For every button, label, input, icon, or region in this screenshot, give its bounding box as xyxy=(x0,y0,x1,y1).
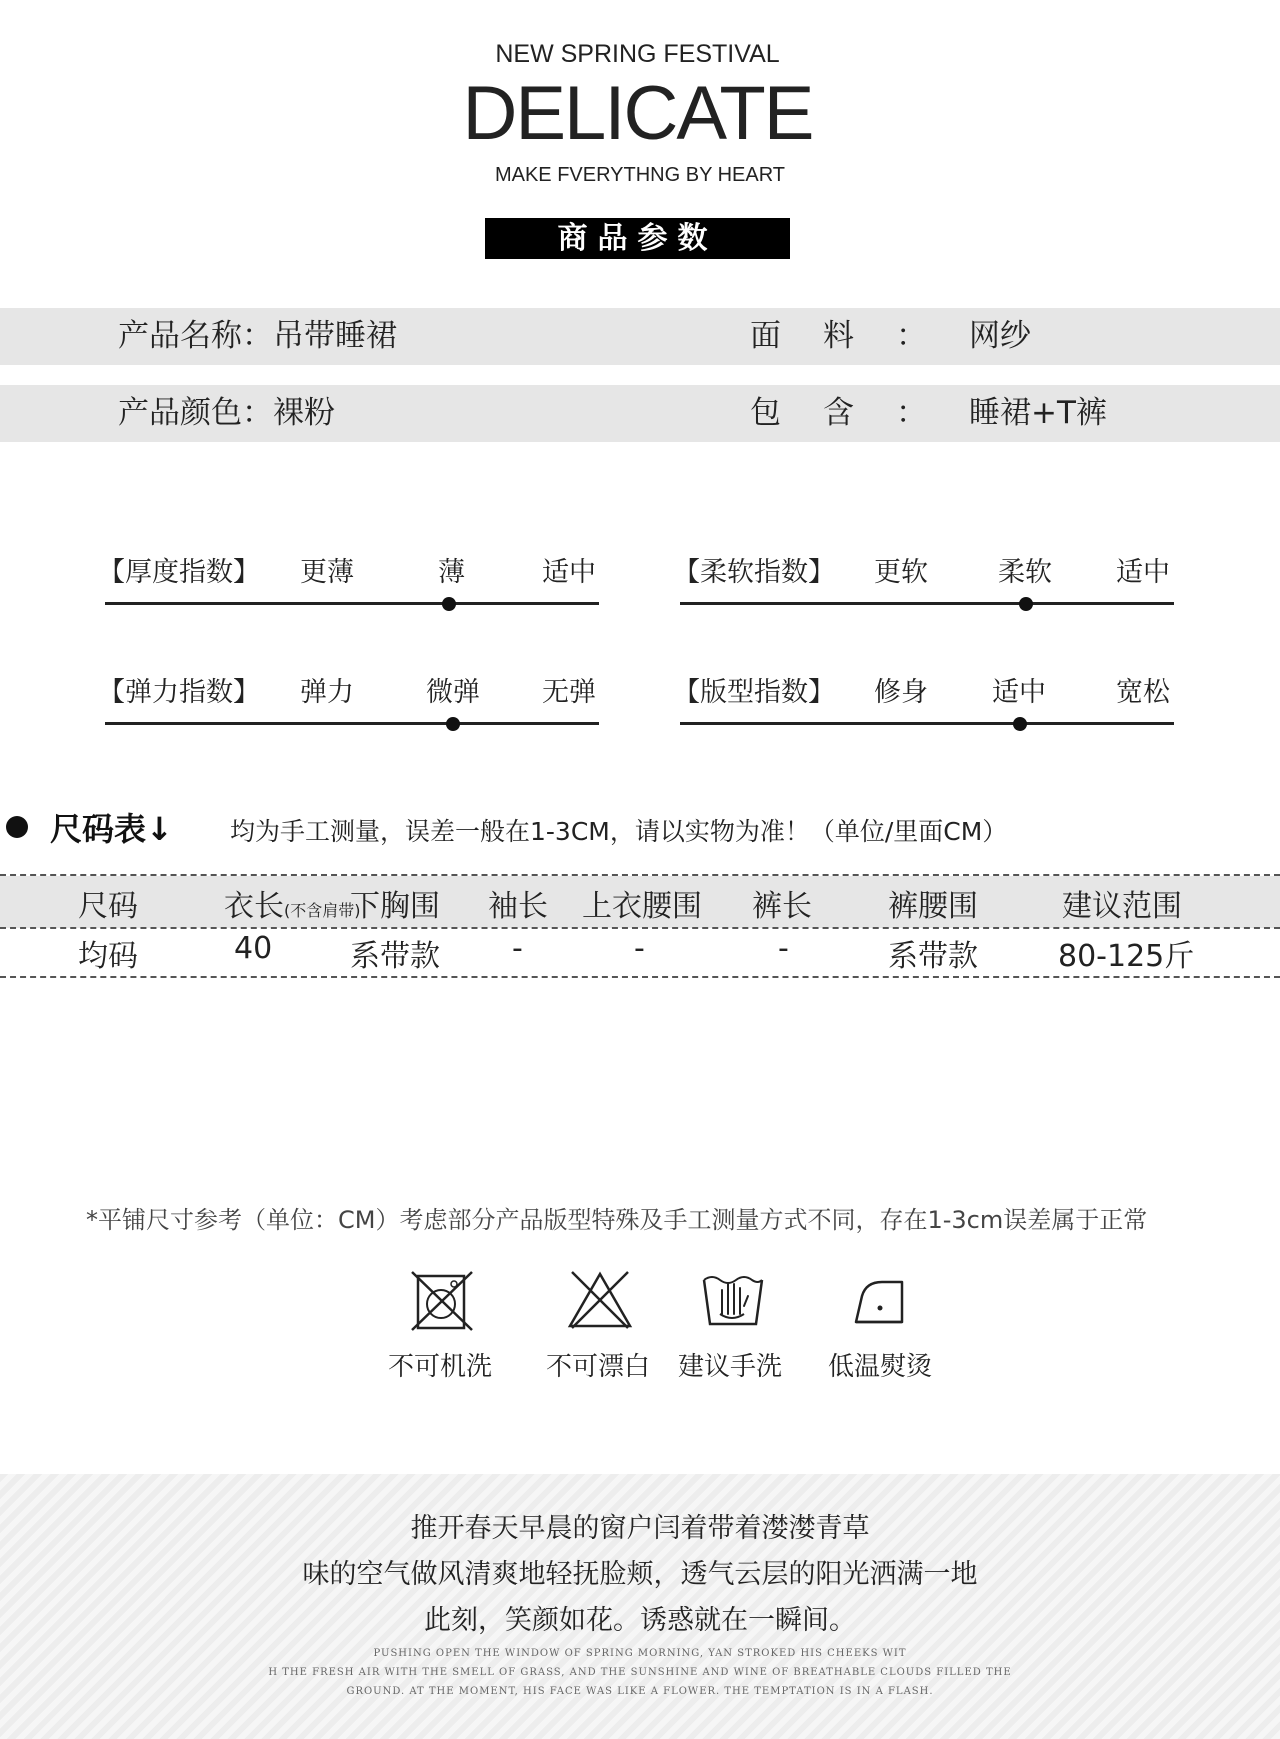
english-line-3: GROUND. AT THE MOMENT, HIS FACE WAS LIKE A FLOWER. THE TEMPTATION IS IN A FLASH. xyxy=(346,1686,934,1697)
index-thickness-opt-2: 薄 xyxy=(438,557,465,588)
care-label-4: 低温熨烫 xyxy=(828,1352,933,1382)
param-includes xyxy=(750,385,1107,442)
th-underbust: 下胸围 xyxy=(350,889,440,924)
tagline-top: NEW SPRING FESTIVAL xyxy=(495,40,780,68)
index-elasticity-marker xyxy=(446,717,460,731)
section-banner: 商品参数 xyxy=(485,218,790,259)
size-chart-note: 均为手工测量，误差一般在1-3CM，请以实物为准！（单位/里面CM） xyxy=(230,817,1008,846)
td-top-waist: - xyxy=(634,931,645,966)
th-suggest: 建议范围 xyxy=(1062,889,1182,924)
tagline-bottom: MAKE FVERYTHNG BY HEART xyxy=(494,164,786,186)
hand-wash-icon xyxy=(700,1270,766,1330)
index-fit-opt-1: 修身 xyxy=(874,677,928,708)
td-suggest: 80-125斤 xyxy=(1058,939,1195,974)
th-sleeve: 袖长 xyxy=(488,889,548,924)
index-elasticity-title: 【弹力指数】 xyxy=(98,677,260,708)
index-elasticity-opt-1: 弹力 xyxy=(300,677,354,708)
size-chart-title: 尺码表↓ xyxy=(50,810,173,848)
th-length-sub: (不含肩带) xyxy=(284,901,361,920)
index-softness-title: 【柔软指数】 xyxy=(673,557,835,588)
param-color-value: 裸粉 xyxy=(273,395,335,431)
td-underbust: 系带款 xyxy=(350,939,440,974)
english-line-2: H THE FRESH AIR WITH THE SMELL OF GRASS, AND THE SUNSHINE AND WINE OF BREATHABLE CLOUDS FILLED THE xyxy=(268,1667,1012,1678)
param-name xyxy=(118,308,397,365)
index-softness-opt-1: 更软 xyxy=(874,557,928,588)
th-length xyxy=(224,881,361,925)
index-fit-title: 【版型指数】 xyxy=(673,677,835,708)
param-name-value: 吊带睡裙 xyxy=(273,318,397,354)
table-divider-top xyxy=(0,874,1280,876)
td-length: 40 xyxy=(234,931,273,966)
td-pants-waist: 系带款 xyxy=(888,939,978,974)
index-softness-line xyxy=(680,602,1174,605)
table-divider-bottom xyxy=(0,976,1280,978)
th-pants-length: 裤长 xyxy=(752,889,812,924)
index-elasticity-line xyxy=(105,722,599,725)
care-note: *平铺尺寸参考（单位：CM）考虑部分产品版型特殊及手工测量方式不同，存在1-3cm误差属于正常 xyxy=(86,1206,1148,1234)
param-fabric-value: 网纱 xyxy=(969,318,1031,354)
th-length-label: 衣长 xyxy=(224,889,284,924)
index-fit-line xyxy=(680,722,1174,725)
param-fabric xyxy=(750,308,1031,365)
index-elasticity-opt-3: 无弹 xyxy=(542,677,596,708)
english-line-1: PUSHING OPEN THE WINDOW OF SPRING MORNING, YAN STROKED HIS CHEEKS WIT xyxy=(373,1648,907,1659)
param-includes-label: 包含： xyxy=(750,395,969,431)
index-thickness-opt-3: 适中 xyxy=(542,557,596,588)
index-elasticity-opt-2: 微弹 xyxy=(426,677,480,708)
index-thickness-opt-1: 更薄 xyxy=(300,557,354,588)
index-fit-opt-2: 适中 xyxy=(992,677,1046,708)
poem-line-2: 味的空气做风清爽地轻抚脸颊，透气云层的阳光洒满一地 xyxy=(302,1559,978,1590)
param-color xyxy=(118,385,335,442)
index-thickness-line xyxy=(105,602,599,605)
td-sleeve: - xyxy=(512,931,523,966)
poem-line-3: 此刻，笑颜如花。诱惑就在一瞬间。 xyxy=(424,1605,856,1636)
index-thickness-marker xyxy=(442,597,456,611)
low-iron-icon xyxy=(852,1272,908,1328)
param-fabric-label: 面料： xyxy=(750,318,969,354)
index-fit-marker xyxy=(1013,717,1027,731)
th-size: 尺码 xyxy=(78,889,138,924)
param-color-label: 产品颜色： xyxy=(118,395,273,431)
index-thickness-title: 【厚度指数】 xyxy=(98,557,260,588)
index-softness-opt-2: 柔软 xyxy=(998,557,1052,588)
brand-title: DELICATE xyxy=(462,71,813,156)
param-includes-value: 睡裙+T裤 xyxy=(969,395,1107,431)
param-name-label: 产品名称： xyxy=(118,318,273,354)
index-fit-opt-3: 宽松 xyxy=(1116,677,1170,708)
index-softness-marker xyxy=(1019,597,1033,611)
param-row-1 xyxy=(0,308,1280,365)
table-divider-mid xyxy=(0,927,1280,929)
td-size: 均码 xyxy=(78,939,138,974)
poem-line-1: 推开春天早晨的窗户闫着带着漤漤青草 xyxy=(410,1513,870,1544)
index-softness-opt-3: 适中 xyxy=(1116,557,1170,588)
bullet-icon xyxy=(6,816,28,838)
th-top-waist: 上衣腰围 xyxy=(582,889,702,924)
no-machine-wash-icon xyxy=(410,1270,474,1332)
care-label-2: 不可漂白 xyxy=(546,1352,651,1382)
td-pants-length: - xyxy=(778,931,789,966)
th-pants-waist: 裤腰围 xyxy=(888,889,978,924)
care-label-1: 不可机洗 xyxy=(388,1352,493,1382)
param-row-2 xyxy=(0,385,1280,442)
no-bleach-icon xyxy=(566,1268,634,1330)
care-label-3: 建议手洗 xyxy=(678,1352,783,1382)
